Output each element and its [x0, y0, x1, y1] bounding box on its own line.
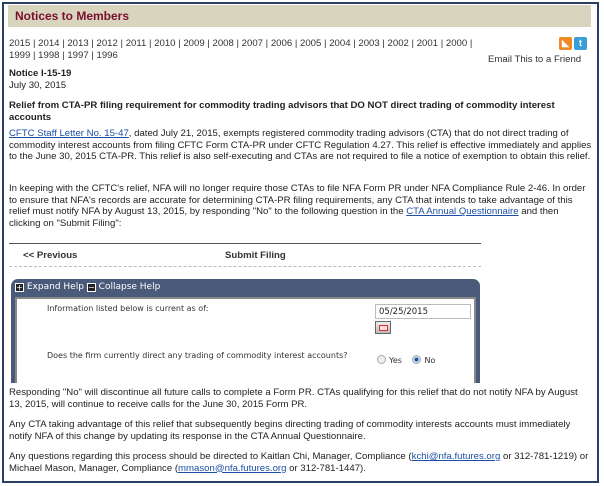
- year-link-2004[interactable]: 2004: [329, 38, 351, 49]
- submit-filing-button[interactable]: Submit Filing: [225, 250, 286, 261]
- plus-icon: +: [16, 283, 23, 292]
- form-body: [15, 297, 476, 383]
- calendar-button[interactable]: [375, 321, 391, 334]
- year-link-2005[interactable]: 2005: [300, 38, 322, 49]
- radio-no-label: No: [424, 356, 436, 365]
- notice-number: Notice I-15-19: [9, 68, 72, 79]
- year-link-2006[interactable]: 2006: [270, 38, 293, 49]
- notice-title: Relief from CTA-PR filing requirement for commodity trading advisors that DO NOT direct trading of commodity interest accounts: [9, 100, 555, 123]
- collapse-help-button[interactable]: [87, 282, 161, 292]
- filing-nav: [9, 243, 481, 267]
- year-link-2013[interactable]: 2013: [67, 38, 89, 49]
- date-input[interactable]: 05/25/2015: [375, 304, 471, 319]
- radio-yes[interactable]: [377, 355, 386, 364]
- mmason-email-link[interactable]: mmason@nfa.futures.org: [178, 462, 287, 474]
- paragraph-3: Responding "No" will discontinue all future calls to complete a Form PR. CTAs qualifying for this relief that do not notify NFA by August 13, 2015, will continue to receive calls for the June 30, 2015 Form PR.: [9, 387, 578, 410]
- paragraph-1: [9, 128, 592, 163]
- filing-form-panel: [11, 279, 480, 383]
- kchi-email-link[interactable]: kchi@nfa.futures.org: [411, 451, 501, 462]
- section-header: [8, 5, 591, 27]
- page-title: Notices to Members: [15, 9, 130, 23]
- year-link-2007[interactable]: 2007: [241, 38, 264, 49]
- calendar-icon: [379, 325, 388, 331]
- year-link-2015[interactable]: 2015: [9, 38, 31, 49]
- year-link-1996[interactable]: 1996: [96, 50, 118, 61]
- rss-icon[interactable]: ◣: [559, 37, 572, 50]
- year-link-2010[interactable]: 2010: [154, 38, 176, 49]
- radio-no[interactable]: [412, 355, 421, 364]
- expand-help-label: Expand Help: [26, 282, 84, 292]
- previous-button[interactable]: << Previous: [23, 250, 78, 261]
- year-link-2009[interactable]: 2009: [183, 38, 205, 49]
- year-links: 2015 | 2014 | 2013 | 2012 | 2011 | 2010 | 2009 | 2008 | 2007 | 2006 | 2005 | 2004 | 2003 | 2002 | 2001 | 2000 | 1999 | 1998 | 1997 | 1996: [9, 38, 473, 61]
- radio-yes-label: Yes: [389, 356, 402, 365]
- year-link-2000[interactable]: 2000: [445, 38, 468, 49]
- email-friend-link[interactable]: Email This to a Friend: [488, 54, 582, 65]
- paragraph-1-text: , dated July 21, 2015, exempts registered commodity trading advisors (CTA) that do not direct trading of commodity interest accounts from filing CFTC Form CTA-PR under CFTC Regulation 4.27. This relief is effective immediately and applies to the June 30, 2015 CTA-PR. This relief is also self-executing and CTAs are not required to file a notice of exemption to obtain this relief.: [9, 128, 592, 163]
- date-label: Information listed below is current as of:: [47, 304, 209, 313]
- year-link-2001[interactable]: 2001: [416, 38, 439, 49]
- year-link-1997[interactable]: 1997: [67, 50, 89, 61]
- year-link-1999[interactable]: 1999: [9, 50, 31, 61]
- cta-questionnaire-link[interactable]: CTA Annual Questionnaire: [406, 206, 519, 218]
- year-link-2011[interactable]: 2011: [125, 38, 147, 49]
- paragraph-5-end: or 312-781-1447).: [286, 462, 366, 474]
- collapse-help-label: Collapse Help: [98, 282, 161, 292]
- year-link-2003[interactable]: 2003: [358, 38, 380, 49]
- share-icons: [557, 37, 587, 50]
- notice-date: July 30, 2015: [9, 80, 67, 91]
- paragraph-2-text: In keeping with the CFTC's relief, NFA will no longer require those CTAs to file NFA Form PR under NFA Compliance Rule 2-46. In order to ensure that NFA's records are accurate for determining CTA-PR filing requirements, any CTA that intends to take advantage of this relief must notify NFA by August 13, 2015, by responding "No" to the following question in the: [9, 183, 586, 218]
- paragraph-5-text-2: or 312-781-1219) or Michael Mason, Manager, Compliance (: [9, 451, 589, 474]
- year-link-2012[interactable]: 2012: [96, 38, 118, 49]
- paragraph-2-end: and then clicking on "Submit Filing":: [9, 206, 559, 229]
- year-link-1998[interactable]: 1998: [38, 50, 60, 61]
- paragraph-5: [9, 451, 592, 474]
- minus-icon: −: [87, 283, 95, 292]
- year-link-2014[interactable]: 2014: [38, 38, 60, 49]
- question-label: Does the firm currently direct any trading of commodity interest accounts?: [47, 351, 348, 360]
- year-link-2002[interactable]: 2002: [387, 38, 409, 49]
- paragraph-5-text: Any questions regarding this process should be directed to Kaitlan Chi, Manager, Compliance (: [9, 451, 412, 462]
- paragraph-2: [9, 183, 592, 229]
- expand-help-button[interactable]: [15, 282, 84, 292]
- twitter-icon[interactable]: t: [574, 37, 587, 50]
- year-link-2008[interactable]: 2008: [212, 38, 234, 49]
- cftc-letter-link[interactable]: CFTC Staff Letter No. 15-47: [9, 128, 129, 139]
- paragraph-4: Any CTA taking advantage of this relief that subsequently begins directing trading of commodity interests accounts must immediately notify NFA of this change by updating its response in the CTA Annual Questionnaire.: [9, 419, 571, 442]
